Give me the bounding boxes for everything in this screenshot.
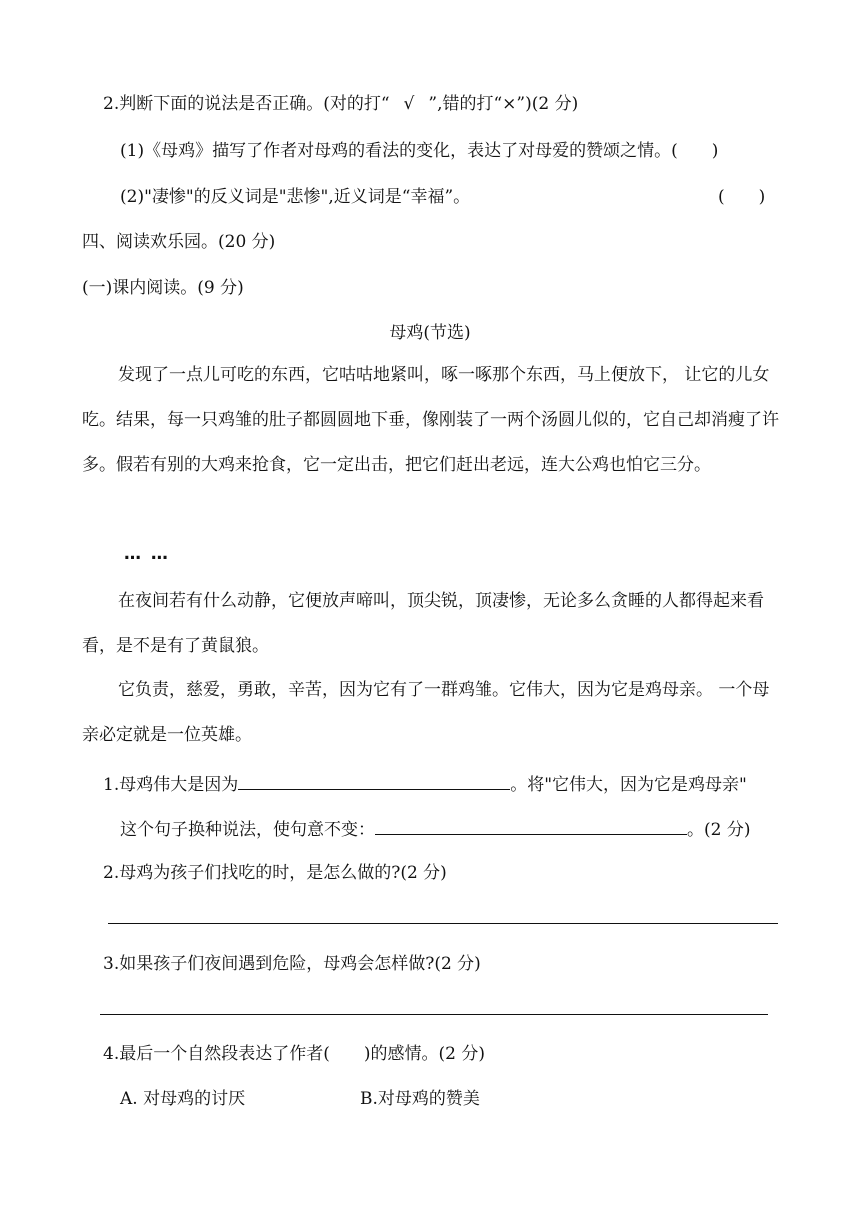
question-1-line-2 [120, 816, 750, 842]
section-4-title: 四、阅读欢乐园。(20 分) [82, 232, 276, 252]
judge-item-1-text: (1)《母鸡》描写了作者对母鸡的看法的变化，表达了对母爱的赞颂之情。( [120, 141, 678, 161]
question-1-blank-2[interactable] [375, 816, 687, 835]
passage-paragraph-1: 发现了一点儿可吃的东西，它咕咕地紧叫，啄一啄那个东西，马上便放下， 让它的儿女吃。结果，每一只鸡雏的肚子都圆圆地下垂，像刚装了一两个汤圆儿似的，它自己却消瘦了许多。假若有别的大鸡来抢食，它一定出击，把它们赶出老远，连大公鸡也怕它三分。 [82, 365, 779, 475]
judge-title-prefix: 2.判断下面的说法是否正确。(对的打“ [103, 94, 390, 114]
question-1-line-1 [103, 771, 747, 797]
passage-ellipsis: … … [124, 544, 170, 564]
question-1-text-a: 1.母鸡伟大是因为 [103, 775, 239, 795]
question-3-answer-line[interactable] [100, 1014, 768, 1015]
judge-item-1-close-paren: ) [711, 141, 719, 161]
question-2-answer-line[interactable] [108, 923, 778, 924]
option-a[interactable]: A. 对母鸡的讨厌 [120, 1089, 246, 1109]
question-1-text-b: 。将"它伟大，因为它是鸡母亲" [510, 775, 747, 795]
question-1-text-c: 这个句子换种说法，使句意不变： [120, 820, 375, 840]
question-1-blank-1[interactable] [238, 771, 510, 790]
judge-question-title [103, 92, 578, 116]
judge-title-suffix: ”,错的打“×”)(2 分) [428, 94, 579, 114]
judge-item-2-paren: ( ) [718, 187, 766, 207]
question-1-text-d: 。(2 分) [687, 820, 751, 840]
judge-item-2 [120, 185, 470, 209]
passage-paragraph-2: 在夜间若有什么动静，它便放声啼叫，顶尖锐，顶凄惨，无论多么贪睡的人都得起来看看，是不是有了黄鼠狼。 [82, 591, 764, 656]
judge-item-1 [120, 139, 718, 163]
judge-item-2-text: (2)"凄惨"的反义词是"悲惨",近义词是“幸福”。 [120, 187, 471, 207]
option-b[interactable]: B.对母鸡的赞美 [360, 1089, 480, 1109]
passage-title: 母鸡(节选) [389, 323, 471, 343]
subsection-1-title: (一)课内阅读。(9 分) [82, 278, 244, 298]
check-mark: √ [403, 94, 415, 114]
question-4: 4.最后一个自然段表达了作者( )的感情。(2 分) [103, 1044, 485, 1064]
question-3: 3.如果孩子们夜间遇到危险，母鸡会怎样做?(2 分) [103, 954, 481, 974]
question-2: 2.母鸡为孩子们找吃的时，是怎么做的?(2 分) [103, 863, 447, 883]
passage-paragraph-3: 它负责，慈爱，勇敢，辛苦，因为它有了一群鸡雏。它伟大，因为它是鸡母亲。 一个母亲必定就是一位英雄。 [82, 680, 770, 745]
judge-item-2-answer-box[interactable] [718, 185, 765, 209]
